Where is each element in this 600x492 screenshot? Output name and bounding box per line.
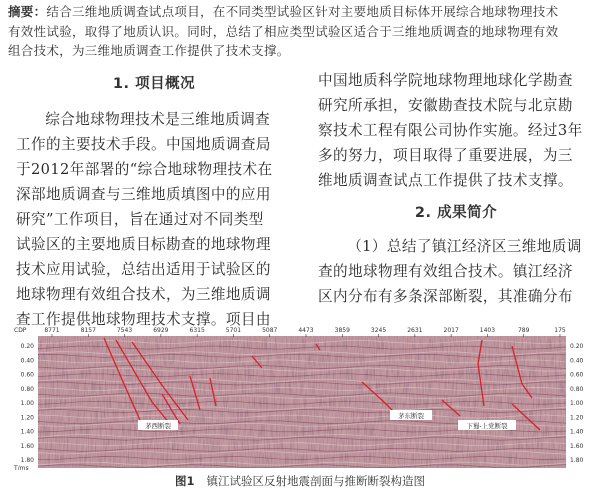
figure-caption-text: 镇江试验区反射地震剖面与推断断裂构造图 [206,474,425,488]
cdp-tick-label: 4473 [298,327,314,334]
paragraph-line: 区内分布有多条深部断裂，其准确分布 [318,288,573,305]
cdp-tick-label: 2017 [443,327,459,334]
svg-text:下蜀-上党断裂: 下蜀-上党断裂 [466,422,508,430]
section-heading-2: 2. 成果简介 [414,205,498,221]
time-axis-left [21,343,35,464]
cdp-axis [44,327,566,337]
cdp-tick-label: 6929 [153,327,169,334]
time-tick-label: 0.20 [20,343,34,350]
time-tick-label: 0.40 [570,357,584,365]
svg-text:茅东断裂: 茅东断裂 [398,412,424,420]
cdp-tick-label: 1403 [479,327,496,334]
cdp-label: CDP [14,327,27,334]
paragraph-line: 工作的主要技术手段。中国地质调查局 [16,136,271,153]
paragraph-line: 综合地球物理技术是三维地质调查 [45,111,271,128]
time-tick-label: 1.40 [570,428,584,436]
cdp-tick-label: 5087 [262,327,278,334]
cdp-tick-label: 8157 [80,327,96,334]
paragraph-line: 维地质调查试点工作提供了技术支撑。 [318,172,573,189]
time-tick-label: 1.20 [570,414,584,422]
time-tick-label: 0.40 [20,357,34,365]
paragraph-line: （1）总结了镇江经济区三维地质调 [347,238,582,255]
cdp-tick-label: 8771 [44,327,60,334]
paragraph-line: 试验区的主要地质目标勘查的地球物理 [16,236,271,253]
paragraph-line: 研究所承担，安徽勘查技术院与北京勘 [318,97,573,114]
time-tick-label: 0.20 [570,343,584,350]
cdp-tick-label: 2631 [407,327,423,334]
paragraph-line: 深部地质调查与三维地质填图中的应用 [16,186,271,203]
time-tick-label: 1.60 [20,442,34,450]
time-tick-label: 0.80 [570,385,584,393]
paragraph-line: 于2012年部署的“综合地球物理技术在 [16,161,273,178]
cdp-tick-label: 3859 [334,327,350,334]
seismic-section [12,324,596,470]
figure-caption [0,473,600,489]
seismic-figure [12,324,596,470]
fault-label-maoxi [138,420,178,430]
abstract-line-1: 摘要：结合三维地质调查试点项目，在不同类型试验区针对主要地质目标体开展综合地球物理技术 [8,4,559,19]
paragraph-line: 中国地质科学院地球物理地球化学勘查 [318,72,573,89]
paragraph-line: 地球物理有效组合技术，为三维地质调 [16,286,271,303]
paragraph-line: 多的努力，项目取得了重要进展，为三 [318,147,573,164]
right-column [318,68,594,309]
time-label: T/ms [14,465,29,470]
left-column [16,66,292,332]
fault-label-maodong [390,410,432,420]
cdp-tick-label: 789 [517,327,530,334]
svg-text:茅西断裂: 茅西断裂 [145,422,171,430]
cdp-tick-label: 6315 [189,327,205,334]
section-heading-1: 1. 项目概况 [112,76,196,92]
time-tick-label: 0.60 [20,371,34,379]
cdp-tick-label: 5701 [225,327,242,334]
time-tick-label: 1.80 [570,457,584,464]
time-tick-label: 1.00 [570,400,584,407]
time-tick-label: 0.80 [20,385,34,393]
fault-label-xiashu [458,420,516,430]
time-tick-label: 1.60 [570,442,584,450]
time-tick-label: 1.00 [20,400,34,407]
section-background [38,336,566,468]
paragraph-line: 察技术工程有限公司协作实施。经过3年 [318,122,583,139]
abstract [8,2,596,61]
paragraph-line: 研究”工作项目，旨在通过对不同类型 [16,211,264,228]
time-tick-label: 1.80 [20,457,34,464]
time-tick-label: 1.20 [20,414,34,422]
abstract-line-2: 有效性试验，取得了地质认识。同时，总结了相应类型试验区适合于三维地质调查的地球物理有效 [8,23,559,39]
cdp-tick-label: 3245 [370,327,387,334]
paragraph-line: 查的地球物理有效组合技术。镇江经济 [318,263,573,280]
abstract-label: 摘要： [8,4,47,19]
cdp-tick-label: 175 [554,327,566,334]
cdp-tick-label: 7543 [116,327,133,334]
figure-number: 图1 [174,474,195,488]
time-tick-label: 1.40 [20,428,34,436]
paragraph-line: 查工作提供地球物理技术支撑。项目由 [16,311,271,328]
abstract-line-3: 组合技术，为三维地质调查工作提供了技术支撑。 [8,43,290,58]
time-tick-label: 0.60 [570,371,584,379]
time-axis-right [570,343,584,464]
paragraph-line: 技术应用试验，总结出适用于试验区的 [16,261,271,278]
